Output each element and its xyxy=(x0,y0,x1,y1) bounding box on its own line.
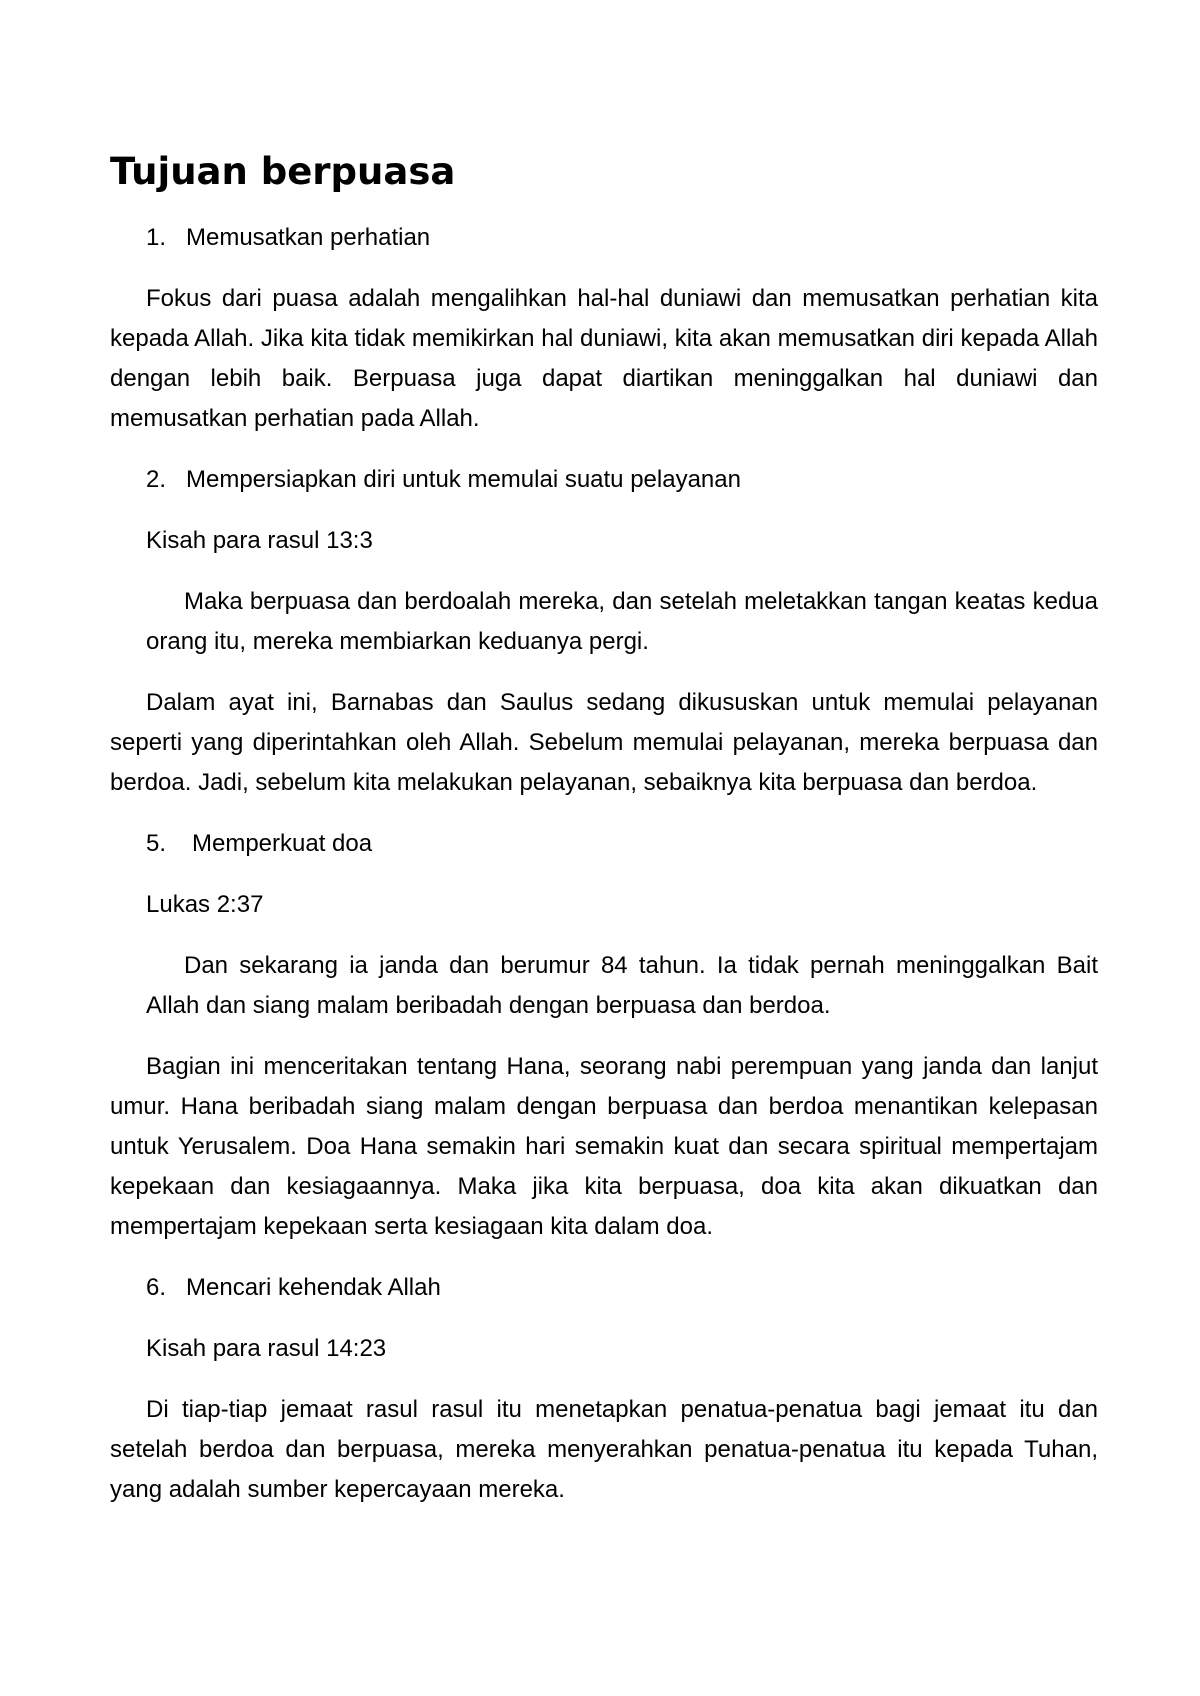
page-title: Tujuan berpuasa xyxy=(110,150,456,193)
body-paragraph: Dalam ayat ini, Barnabas dan Saulus sedang dikususkan untuk memulai pelayanan seperti yang diperintahkan oleh Allah. Sebelum memulai pelayanan, mereka berpuasa dan berdoa. Jadi, sebelum kita melakukan pelayanan, sebaiknya kita berpuasa dan berdoa. xyxy=(110,689,1098,796)
scripture-reference: Kisah para rasul 13:3 xyxy=(146,527,373,554)
section-number: 1. xyxy=(146,224,167,251)
section-heading-text: Memperkuat doa xyxy=(192,830,373,857)
section-heading xyxy=(146,218,1098,258)
scripture-quote: Dan sekarang ia janda dan berumur 84 tahun. Ia tidak pernah meninggalkan Bait Allah dan siang malam beribadah dengan berpuasa dan berdoa. xyxy=(146,952,1098,1019)
section-heading-text: Memusatkan perhatian xyxy=(186,224,431,251)
section-number: 2. xyxy=(146,466,167,493)
document-body xyxy=(110,148,1098,1531)
scripture-reference: Kisah para rasul 14:23 xyxy=(146,1335,387,1362)
section-heading xyxy=(146,460,1098,500)
section-heading-text: Mempersiapkan diri untuk memulai suatu pelayanan xyxy=(186,466,741,493)
scripture-quote: Maka berpuasa dan berdoalah mereka, dan setelah meletakkan tangan keatas kedua orang itu, mereka membiarkan keduanya pergi. xyxy=(146,588,1098,655)
body-paragraph: Bagian ini menceritakan tentang Hana, seorang nabi perempuan yang janda dan lanjut umur. Hana beribadah siang malam dengan berpuasa dan berdoa menantikan kelepasan untuk Yerusalem. Doa Hana semakin hari semakin kuat dan secara spiritual mempertajam kepekaan dan kesiagaannya. Maka jika kita berpuasa, doa kita akan dikuatkan dan mempertajam kepekaan serta kesiagaan kita dalam doa. xyxy=(110,1053,1098,1240)
body-paragraph: Di tiap-tiap jemaat rasul rasul itu menetapkan penatua-penatua bagi jemaat itu dan setelah berdoa dan berpuasa, mereka menyerahkan penatua-penatua itu kepada Tuhan, yang adalah sumber kepercayaan mereka. xyxy=(110,1396,1098,1503)
scripture-reference: Lukas 2:37 xyxy=(146,891,264,918)
section-number: 5. xyxy=(146,830,167,857)
section-heading-text: Mencari kehendak Allah xyxy=(186,1274,441,1301)
body-paragraph: Fokus dari puasa adalah mengalihkan hal-hal duniawi dan memusatkan perhatian kita kepada Allah. Jika kita tidak memikirkan hal duniawi, kita akan memusatkan diri kepada Allah dengan lebih baik. Berpuasa juga dapat diartikan meninggalkan hal duniawi dan memusatkan perhatian pada Allah. xyxy=(110,285,1098,432)
section-heading xyxy=(146,1268,1098,1308)
section-heading xyxy=(146,824,1098,864)
section-number: 6. xyxy=(146,1274,167,1301)
